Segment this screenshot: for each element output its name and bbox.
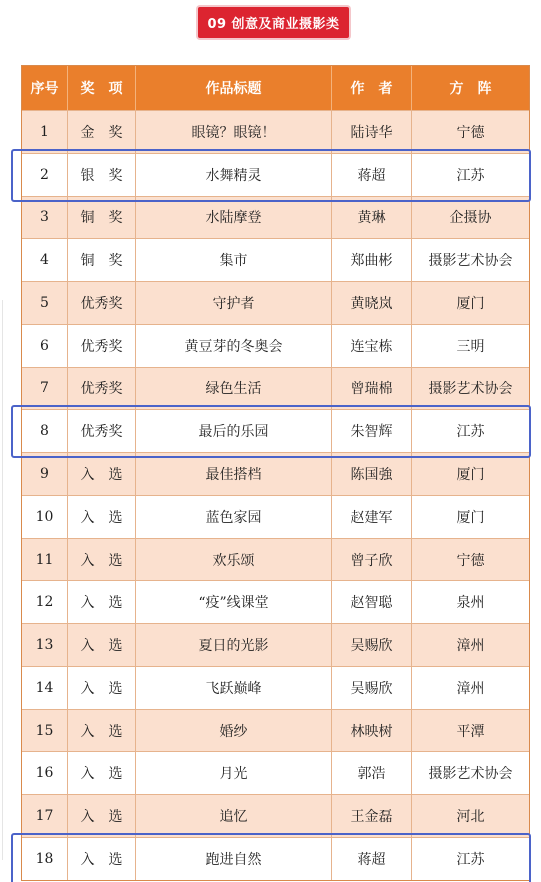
cell-group: 厦门 xyxy=(411,496,529,538)
header-number: 序号 xyxy=(30,81,59,97)
cell-author: 陈国強 xyxy=(331,453,411,495)
cell-author: 吴赐欣 xyxy=(331,667,411,709)
cell-number: 9 xyxy=(40,466,49,482)
cell-title: 眼镜？眼镜！ xyxy=(135,111,331,153)
cell-award: 入 选 xyxy=(67,581,135,623)
cell-award: 入 选 xyxy=(67,496,135,538)
cell-number: 7 xyxy=(40,380,49,397)
cell-group: 宁德 xyxy=(411,111,529,153)
cell-award: 铜 奖 xyxy=(67,239,135,281)
cell-title: 夏日的光影 xyxy=(135,624,331,666)
cell-award: 优秀奖 xyxy=(67,282,135,324)
cell-author: 黄晓岚 xyxy=(331,282,411,324)
cell-title: 绿色生活 xyxy=(135,368,331,410)
cell-title: “疫”线课堂 xyxy=(135,581,331,623)
cell-award: 优秀奖 xyxy=(67,410,135,452)
cell-group: 河北 xyxy=(411,795,529,837)
cell-author: 曾子欣 xyxy=(331,539,411,581)
cell-award: 入 选 xyxy=(67,453,135,495)
cell-title: 欢乐颂 xyxy=(135,539,331,581)
cell-award: 优秀奖 xyxy=(67,368,135,410)
cell-group: 摄影艺术协会 xyxy=(411,752,529,794)
cell-award: 入 选 xyxy=(67,667,135,709)
cell-number: 8 xyxy=(40,423,49,440)
cell-title: 最佳搭档 xyxy=(135,453,331,495)
table-row xyxy=(22,281,529,324)
row-highlight-box xyxy=(11,149,531,202)
cell-award: 金 奖 xyxy=(67,111,135,153)
cell-author: 郑曲彬 xyxy=(331,239,411,281)
cell-author: 郭浩 xyxy=(331,752,411,794)
cell-award: 入 选 xyxy=(67,624,135,666)
cell-author: 吴赐欣 xyxy=(331,624,411,666)
cell-group: 三明 xyxy=(411,325,529,367)
cell-group: 企摄协 xyxy=(411,197,529,239)
cell-title: 飞跃巅峰 xyxy=(135,667,331,709)
cell-author: 黄琳 xyxy=(331,197,411,239)
cell-author: 朱智辉 xyxy=(331,410,411,452)
table-row xyxy=(22,580,529,623)
cell-author: 连宝栋 xyxy=(331,325,411,367)
cell-award: 银 奖 xyxy=(67,154,135,196)
cell-author: 林映树 xyxy=(331,710,411,752)
cell-title: 蓝色家园 xyxy=(135,496,331,538)
cell-title: 追忆 xyxy=(135,795,331,837)
table-row xyxy=(22,666,529,709)
cell-number: 11 xyxy=(35,551,54,568)
cell-author: 赵智聪 xyxy=(331,581,411,623)
section-title: 09 创意及商业摄影类 xyxy=(207,17,340,32)
cell-number: 13 xyxy=(35,637,54,654)
cell-group: 宁德 xyxy=(411,539,529,581)
cell-award: 优秀奖 xyxy=(67,325,135,367)
cell-group: 厦门 xyxy=(411,453,529,495)
cell-group: 摄影艺术协会 xyxy=(411,239,529,281)
table-row xyxy=(22,324,529,367)
cell-title: 跑进自然 xyxy=(135,838,331,880)
header-author: 作 者 xyxy=(331,66,411,110)
table-row xyxy=(22,538,529,581)
cell-author: 王金磊 xyxy=(331,795,411,837)
cell-award: 入 选 xyxy=(67,539,135,581)
cell-group: 漳州 xyxy=(411,624,529,666)
cell-group: 江苏 xyxy=(411,838,529,880)
row-highlight-box xyxy=(11,405,531,458)
cell-author: 蒋超 xyxy=(331,838,411,880)
cell-title: 婚纱 xyxy=(135,710,331,752)
cell-title: 集市 xyxy=(135,239,331,281)
page-edge-rule xyxy=(2,300,3,860)
table-row xyxy=(22,110,529,153)
cell-title: 守护者 xyxy=(135,282,331,324)
row-highlight-box xyxy=(11,833,531,882)
cell-group: 泉州 xyxy=(411,581,529,623)
cell-number: 6 xyxy=(40,337,49,354)
cell-award: 入 选 xyxy=(67,710,135,752)
cell-group: 江苏 xyxy=(411,410,529,452)
cell-number: 1 xyxy=(40,123,49,140)
cell-award: 入 选 xyxy=(67,752,135,794)
header-title: 作品标题 xyxy=(135,66,331,110)
cell-number: 4 xyxy=(40,252,49,269)
table-row xyxy=(22,367,529,410)
cell-group: 漳州 xyxy=(411,667,529,709)
cell-number: 18 xyxy=(35,850,54,867)
cell-title: 水陆摩登 xyxy=(135,197,331,239)
cell-award: 铜 奖 xyxy=(67,197,135,239)
table-row xyxy=(22,238,529,281)
table-header-row xyxy=(22,66,529,110)
cell-award: 入 选 xyxy=(67,795,135,837)
table-row xyxy=(22,794,529,837)
cell-number: 16 xyxy=(35,765,54,782)
cell-author: 曾瑞棉 xyxy=(331,368,411,410)
cell-author: 陆诗华 xyxy=(331,111,411,153)
cell-number: 12 xyxy=(35,594,54,611)
cell-group: 摄影艺术协会 xyxy=(411,368,529,410)
cell-number: 3 xyxy=(40,209,49,226)
header-award: 奖 项 xyxy=(67,66,135,110)
cell-author: 蒋超 xyxy=(331,154,411,196)
cell-number: 15 xyxy=(35,722,54,739)
cell-group: 厦门 xyxy=(411,282,529,324)
cell-group: 江苏 xyxy=(411,154,529,196)
cell-number: 2 xyxy=(40,166,49,183)
section-title-badge xyxy=(198,7,349,38)
cell-title: 月光 xyxy=(135,752,331,794)
cell-title: 黄豆芽的冬奥会 xyxy=(135,325,331,367)
header-group: 方 阵 xyxy=(411,66,529,110)
cell-group: 平潭 xyxy=(411,710,529,752)
cell-number: 14 xyxy=(35,679,54,696)
table-row xyxy=(22,623,529,666)
cell-number: 10 xyxy=(35,508,54,525)
table-row xyxy=(22,751,529,794)
table-row xyxy=(22,452,529,495)
cell-award: 入 选 xyxy=(67,838,135,880)
cell-number: 5 xyxy=(40,294,49,311)
table-row xyxy=(22,495,529,538)
cell-author: 赵建军 xyxy=(331,496,411,538)
cell-title: 水舞精灵 xyxy=(135,154,331,196)
table-row xyxy=(22,709,529,752)
cell-number: 17 xyxy=(35,808,54,825)
cell-title: 最后的乐园 xyxy=(135,410,331,452)
